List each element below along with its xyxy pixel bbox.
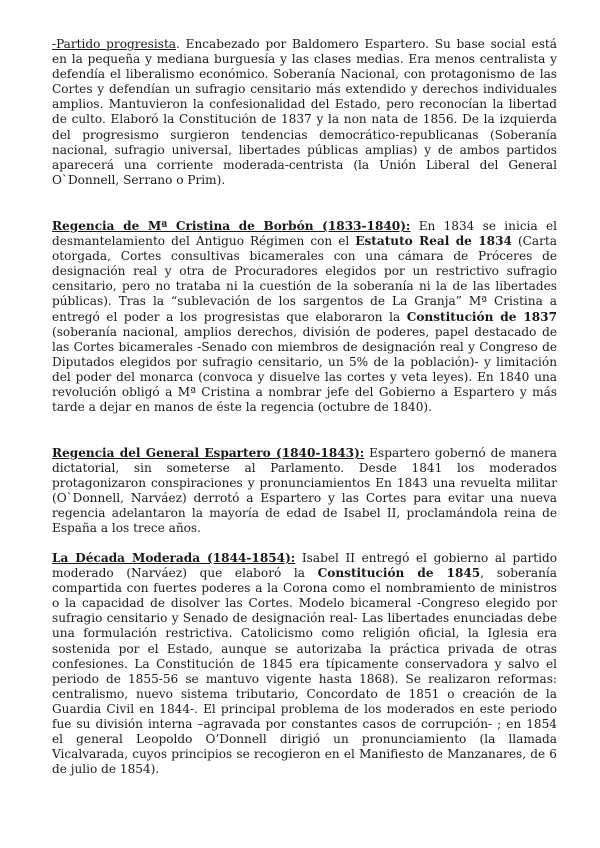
paragraph-text: (soberanía nacional, amplios derechos, división de poderes, papel destacado de las Cortes bicamerales -Senado con miembros de designación real y Congreso de Diputados elegidos por sufragio censitario, un 5% de la población)- y limitación del poder del monarca (convoca y disuelve las cortes y veta leyes). En 1840 una revolución obligó a Mª Cristina a nombrar jefe del Gobierno a Espartero y más tarde a dejar en manos de éste la regencia (octubre de 1840).	[52, 324, 557, 415]
paragraph-text: , soberanía compartida con fuertes poderes a la Corona como el nombramiento de ministros o la capacidad de disolver las Cortes. Modelo bicameral -Congreso elegido por sufragio censitario y Senado de designación real- Las libertades enunciadas debe una formulación restrictiva. Catolicismo como religión oficial, la Iglesia era sostenida por el Estado, aunque se autorizaba la práctica privada de otras confesiones. La Constitución de 1845 era típicamente conservadora y salvo el periodo de 1855-56 se mantuvo vigente hasta 1868). Se realizaron reformas: centralismo, nuevo sistema tributario, Concordato de 1851 o creación de la Guardia Civil en 1844-. El principal problema de los moderados en este periodo fue su división interna –agravada por constantes casos de corrupción- ; en 1854 el general Leopoldo O’Donnell dirigió un pronunciamiento (la llamada Vicalvarada, cuyos principios se recogieron en el Manifiesto de Manzanares, de 6 de julio de 1854).	[52, 566, 557, 777]
paragraph-text: En 1834 se inicia el desmantelamiento del Antiguo Régimen con el	[52, 219, 557, 249]
bold-term: Constitución de 1837	[406, 309, 557, 324]
paragraph-partido-progresista	[52, 37, 557, 188]
bold-term: Constitución de 1845	[317, 566, 481, 581]
paragraph-regencia-espartero	[52, 446, 557, 537]
bold-term: Estatuto Real de 1834	[355, 234, 512, 249]
paragraph-title: -Partido progresista	[52, 37, 177, 51]
section-heading: La Década Moderada (1844-1854):	[52, 551, 296, 565]
paragraph-text: Isabel II entregó el gobierno al partido moderado (Narváez) que elaboró la	[52, 551, 558, 581]
section-heading: Regencia del General Espartero (1840-1843):	[52, 446, 365, 460]
paragraph-text: . Encabezado por Baldomero Espartero. Su base social está en la pequeña y mediana burguesía y las clases medias. Era menos centralista y defendía el liberalismo económico. Soberanía Nacional, con protagonismo de las Cortes y defendían un sufragio censitario más extendido y derechos individuales amplios. Mantuvieron la confesionalidad del Estado, pero reconocían la libertad de culto. Elaboró la Constitución de 1837 y la non nata de 1856. De la izquierda del progresismo surgieron tendencias democrático-republicanas (Soberanía nacional, sufragio universal, libertades públicas amplias) y de ambos partidos aparecerá una corriente moderada-centrista (la Unión Liberal del General O`Donnell, Serrano o Prim).	[52, 37, 557, 187]
paragraph-text: Espartero gobernó de manera dictatorial, sin someterse al Parlamento. Desde 1841 los moderados protagonizaron conspiraciones y pronunciamientos En 1843 una revuelta militar (O`Donnell, Narváez) derrotó a Espartero y las Cortes para evitar una nueva regencia adelantaron la mayoría de edad de Isabel II, proclamándola reina de España a los trece años.	[52, 446, 557, 536]
paragraph-decada-moderada	[52, 551, 557, 777]
section-heading: Regencia de Mª Cristina de Borbón (1833-1840):	[52, 219, 411, 233]
paragraph-regencia-maria-cristina	[52, 219, 557, 415]
paragraph-text: (Carta otorgada, Cortes consultivas bicamerales con una cámara de Próceres de designación real y otra de Procuradores elegidos por un restrictivo sufragio censitario, pero no trataba ni la cuestión de la soberanía ni la de las libertades públicas). Tras la “sublevación de los sargentos de La Granja” Mª Cristina a entregó el poder a los progresistas que elaboraron la	[52, 234, 557, 324]
